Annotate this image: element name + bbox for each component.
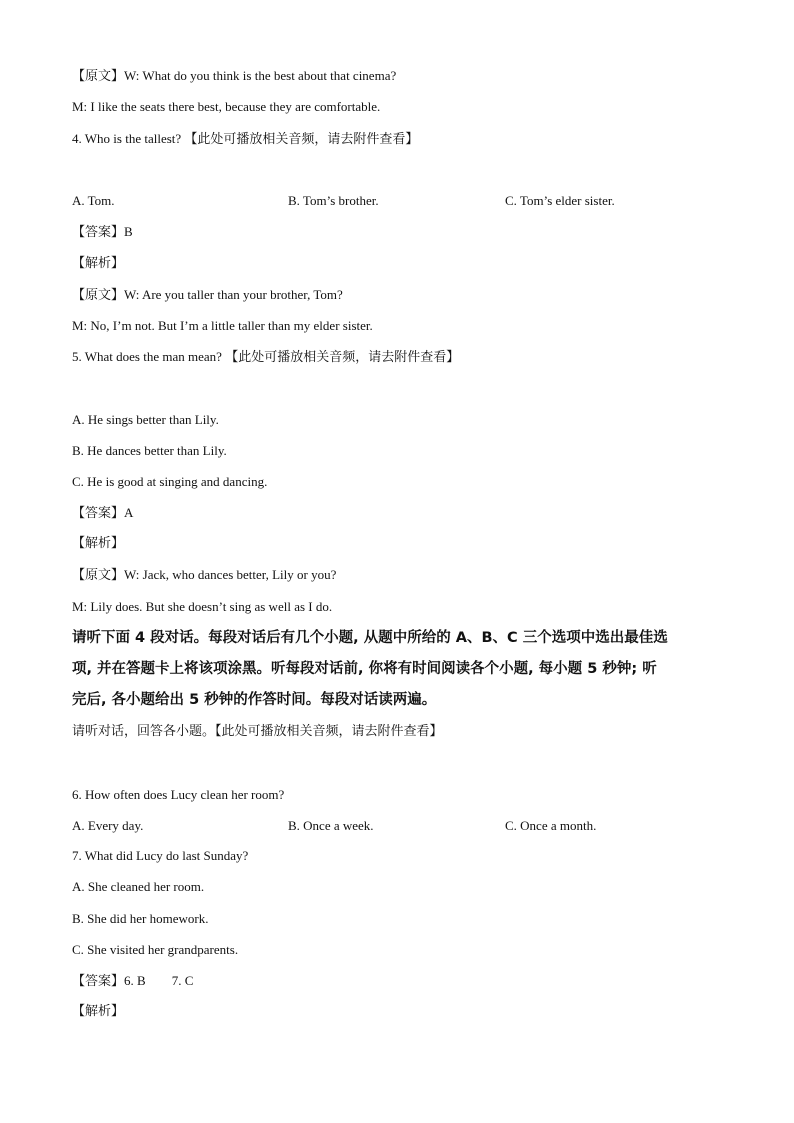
answer-value: A [124, 505, 134, 520]
transcript-line [72, 566, 336, 585]
transcript-line: M: Lily does. But she doesn’t sing as well as I do. [72, 599, 333, 614]
section-instructions-line: 请听下面 4 段对话。每段对话后有几个小题, 从题中所给的 A、B、C 三个选项中选出最佳选 [72, 630, 668, 646]
q6-option-a: A. Every day. [72, 818, 144, 833]
q4-option-b: B. Tom’s brother. [288, 193, 379, 208]
question-7: 7. What did Lucy do last Sunday? [72, 848, 249, 863]
answer-value: B [124, 224, 133, 239]
transcript-tag: 【原文】 [72, 568, 125, 583]
analysis-tag: 【解析】 [72, 536, 125, 551]
transcript-text: W: What do you think is the best about that cinema? [124, 68, 397, 83]
question-text: 4. Who is the tallest? [72, 131, 182, 146]
section-instructions-line: 完后, 各小题给出 5 秒钟的作答时间。每段对话读两遍。 [72, 692, 437, 708]
answer-line [72, 972, 193, 991]
audio-note[interactable]: 【此处可播放相关音频，请去附件查看】 [225, 350, 460, 365]
q7-option-c: C. She visited her grandparents. [72, 942, 239, 957]
answer-tag: 【答案】 [72, 225, 125, 240]
question-6: 6. How often does Lucy clean her room? [72, 787, 285, 802]
transcript-line: M: I like the seats there best, because they are comfortable. [72, 99, 381, 114]
transcript-line [72, 286, 343, 305]
q6-option-c: C. Once a month. [505, 818, 597, 833]
q4-option-c: C. Tom’s elder sister. [505, 193, 615, 208]
q5-option-b: B. He dances better than Lily. [72, 443, 227, 458]
analysis-tag: 【解析】 [72, 256, 125, 271]
transcript-line: M: No, I’m not. But I’m a little taller than my elder sister. [72, 318, 373, 333]
answer-tag: 【答案】 [72, 506, 125, 521]
listen-text: 请听对话，回答各小题。 [72, 724, 216, 739]
q5-option-a: A. He sings better than Lily. [72, 412, 219, 427]
q6-option-b: B. Once a week. [288, 818, 374, 833]
transcript-text: W: Jack, who dances better, Lily or you? [124, 567, 337, 582]
question-text: 5. What does the man mean? [72, 349, 222, 364]
answer-line [72, 223, 133, 242]
transcript-text: W: Are you taller than your brother, Tom? [124, 287, 343, 302]
audio-note[interactable]: 【此处可播放相关音频，请去附件查看】 [184, 132, 419, 147]
answer-tag: 【答案】 [72, 974, 125, 989]
answer-value: 7. C [171, 973, 194, 988]
q4-option-a: A. Tom. [72, 193, 115, 208]
answer-line [72, 504, 133, 523]
audio-note[interactable]: 【此处可播放相关音频，请去附件查看】 [215, 724, 443, 739]
transcript-tag: 【原文】 [72, 69, 125, 84]
question-5 [72, 348, 459, 367]
question-4 [72, 130, 418, 149]
transcript-tag: 【原文】 [72, 288, 125, 303]
q5-option-c: C. He is good at singing and dancing. [72, 474, 268, 489]
listen-prompt [72, 723, 443, 741]
analysis-tag: 【解析】 [72, 1004, 125, 1019]
transcript-line [72, 67, 396, 86]
q7-option-a: A. She cleaned her room. [72, 879, 205, 894]
answer-value: 6. B [124, 973, 146, 988]
section-instructions-line: 项, 并在答题卡上将该项涂黑。听每段对话前, 你将有时间阅读各个小题, 每小题 5 秒钟; 听 [72, 661, 657, 677]
q7-option-b: B. She did her homework. [72, 911, 209, 926]
